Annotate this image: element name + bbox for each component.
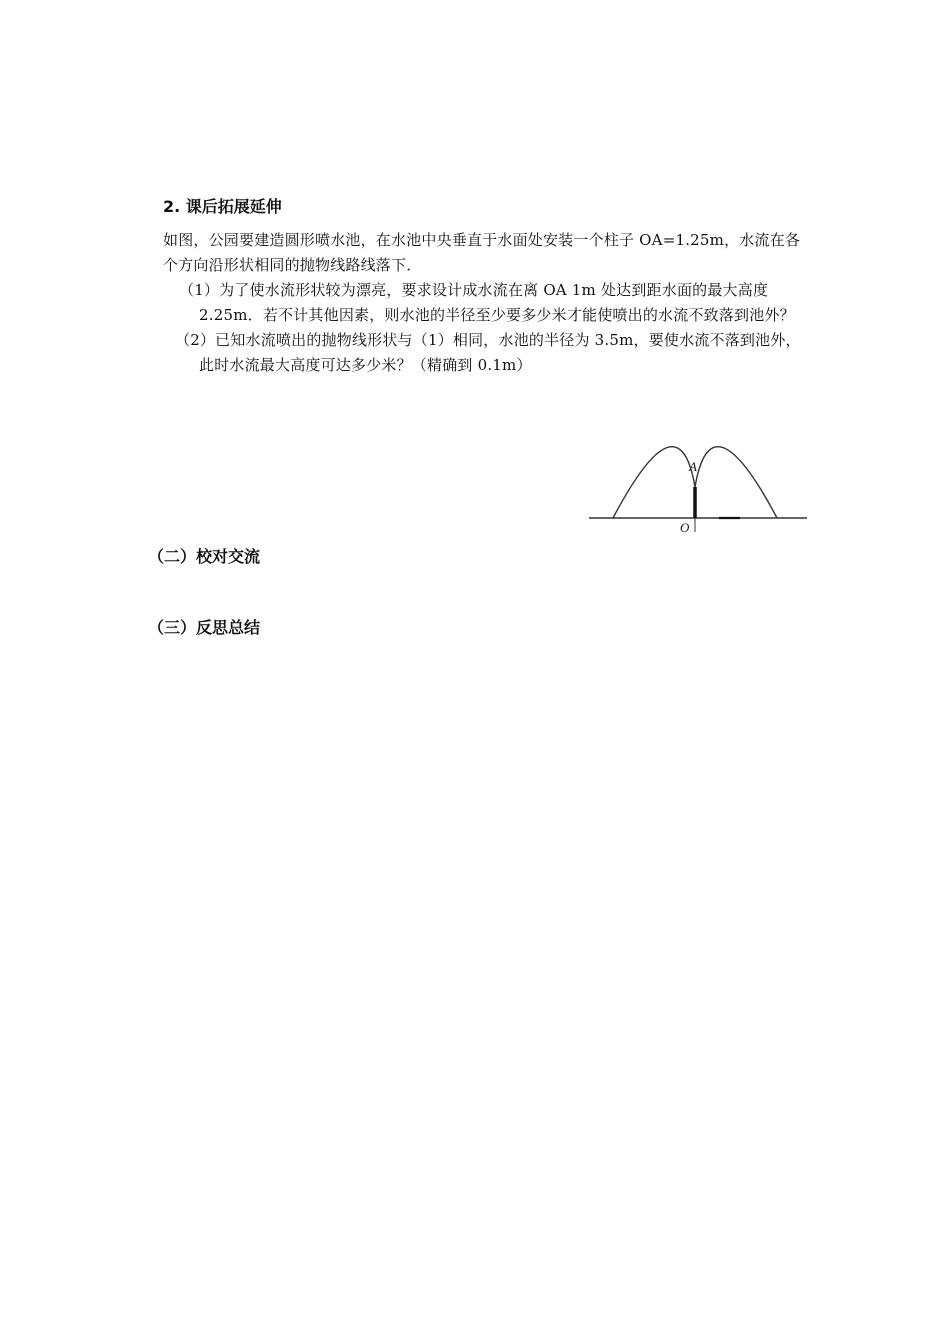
right-water-parabola xyxy=(695,447,777,518)
fountain-diagram xyxy=(585,428,811,540)
problem-intro: 如图，公园要建造圆形喷水池，在水池中央垂直于水面处安装一个柱子 OA=1.25m，水流在各个方向沿形状相同的抛物线路线落下． xyxy=(163,231,801,274)
problem-block xyxy=(163,228,813,378)
section-title: 2. 课后拓展延伸 xyxy=(163,197,282,216)
label-o: O xyxy=(680,520,690,535)
problem-part-2: （2）已知水流喷出的抛物线形状与（1）相同，水池的半径为 3.5m，要使水流不落到池外，此时水流最大高度可达多少米？（精确到 0.1m） xyxy=(175,331,801,374)
problem-part-1: （1）为了使水流形状较为漂亮，要求设计成水流在离 OA 1m 处达到距水面的最大高度 2.25m．若不计其他因素，则水池的半径至少要多少米才能使喷出的水流不致落到池外？ xyxy=(179,281,795,324)
heading-check: （二）校对交流 xyxy=(148,547,261,566)
label-a: A xyxy=(689,459,697,474)
fountain-diagram-svg xyxy=(585,428,811,540)
heading-reflect: （三）反思总结 xyxy=(148,618,261,637)
left-water-parabola xyxy=(613,447,695,518)
